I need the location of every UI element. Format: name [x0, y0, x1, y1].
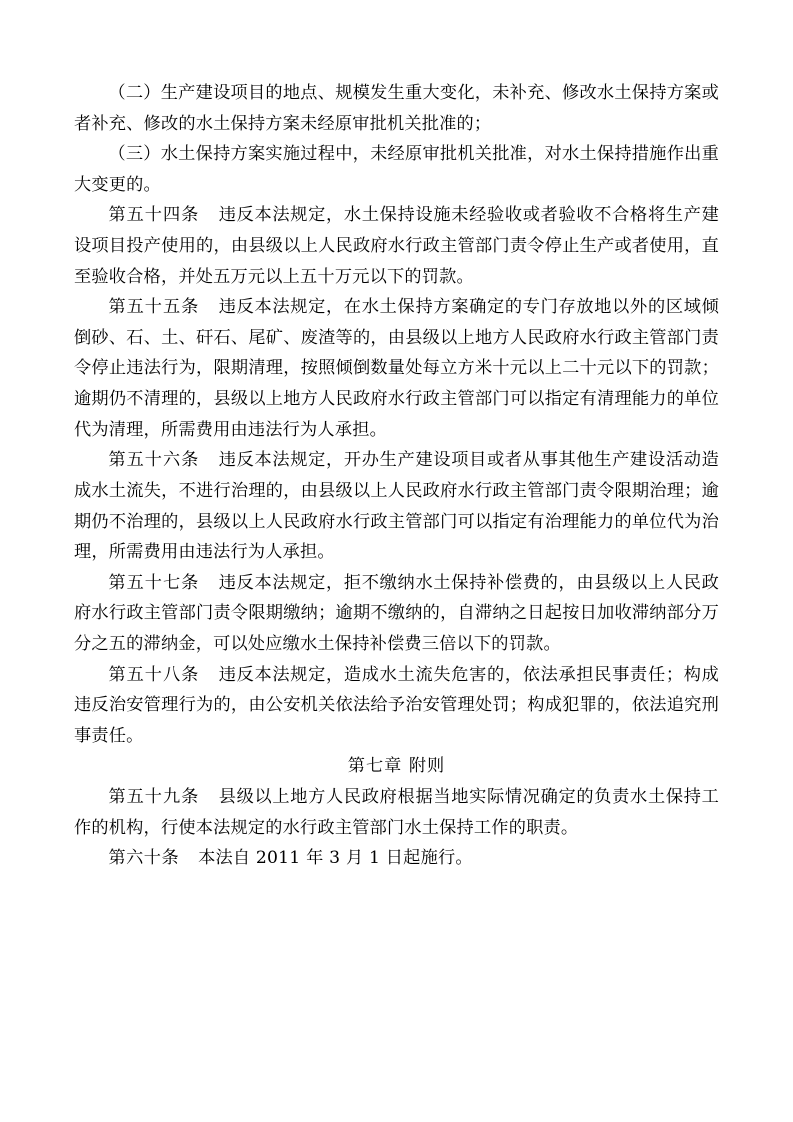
document-body — [74, 78, 719, 874]
article-paragraph — [74, 445, 719, 567]
article-label: 第五十八条 — [108, 664, 200, 685]
article-text: 本法自 2011 年 3 月 1 日起施行。 — [198, 848, 473, 869]
article-paragraph — [74, 200, 719, 292]
clause-item: （三）水土保持方案实施过程中，未经原审批机关批准，对水土保持措施作出重大变更的。 — [74, 144, 719, 195]
chapter-heading: 第七章 附则 — [347, 756, 446, 777]
article-label: 第六十条 — [108, 848, 180, 869]
article-paragraph — [74, 292, 719, 445]
article-text: 县级以上地方人民政府根据当地实际情况确定的负责水土保持工作的机构，行使本法规定的水行政主管部门水土保持工作的职责。 — [74, 787, 719, 838]
article-text: 违反本法规定，拒不缴纳水土保持补偿费的，由县级以上人民政府水行政主管部门责令限期缴纳；逾期不缴纳的，自滞纳之日起按日加收滞纳部分万分之五的滞纳金，可以处应缴水土保持补偿费三倍以下的罚款。 — [74, 572, 719, 654]
article-text: 违反本法规定，造成水土流失危害的，依法承担民事责任；构成违反治安管理行为的，由公安机关依法给予治安管理处罚；构成犯罪的，依法追究刑事责任。 — [74, 664, 719, 746]
article-text: 违反本法规定，开办生产建设项目或者从事其他生产建设活动造成水土流失，不进行治理的，由县级以上人民政府水行政主管部门责令限期治理；逾期仍不治理的，县级以上人民政府水行政主管部门可以指定有治理能力的单位代为治理，所需费用由违法行为人承担。 — [74, 450, 719, 563]
article-text: 违反本法规定，在水土保持方案确定的专门存放地以外的区域倾倒砂、石、土、矸石、尾矿、废渣等的，由县级以上地方人民政府水行政主管部门责令停止违法行为，限期清理，按照倾倒数量处每立方米十元以上二十元以下的罚款；逾期仍不清理的，县级以上地方人民政府水行政主管部门可以指定有清理能力的单位代为清理，所需费用由违法行为人承担。 — [74, 297, 719, 440]
article-label: 第五十七条 — [108, 572, 200, 593]
article-label: 第五十五条 — [108, 297, 200, 318]
article-paragraph — [74, 843, 719, 874]
article-label: 第五十六条 — [108, 450, 200, 471]
clause-item: （二）生产建设项目的地点、规模发生重大变化，未补充、修改水土保持方案或者补充、修改的水土保持方案未经原审批机关批准的； — [74, 83, 719, 134]
article-paragraph — [74, 568, 719, 660]
article-paragraph — [74, 782, 719, 843]
article-label: 第五十四条 — [108, 205, 200, 226]
article-text: 违反本法规定，水土保持设施未经验收或者验收不合格将生产建设项目投产使用的，由县级以上人民政府水行政主管部门责令停止生产或者使用，直至验收合格，并处五万元以上五十万元以下的罚款。 — [74, 205, 719, 287]
article-label: 第五十九条 — [108, 787, 200, 808]
article-paragraph — [74, 660, 719, 752]
